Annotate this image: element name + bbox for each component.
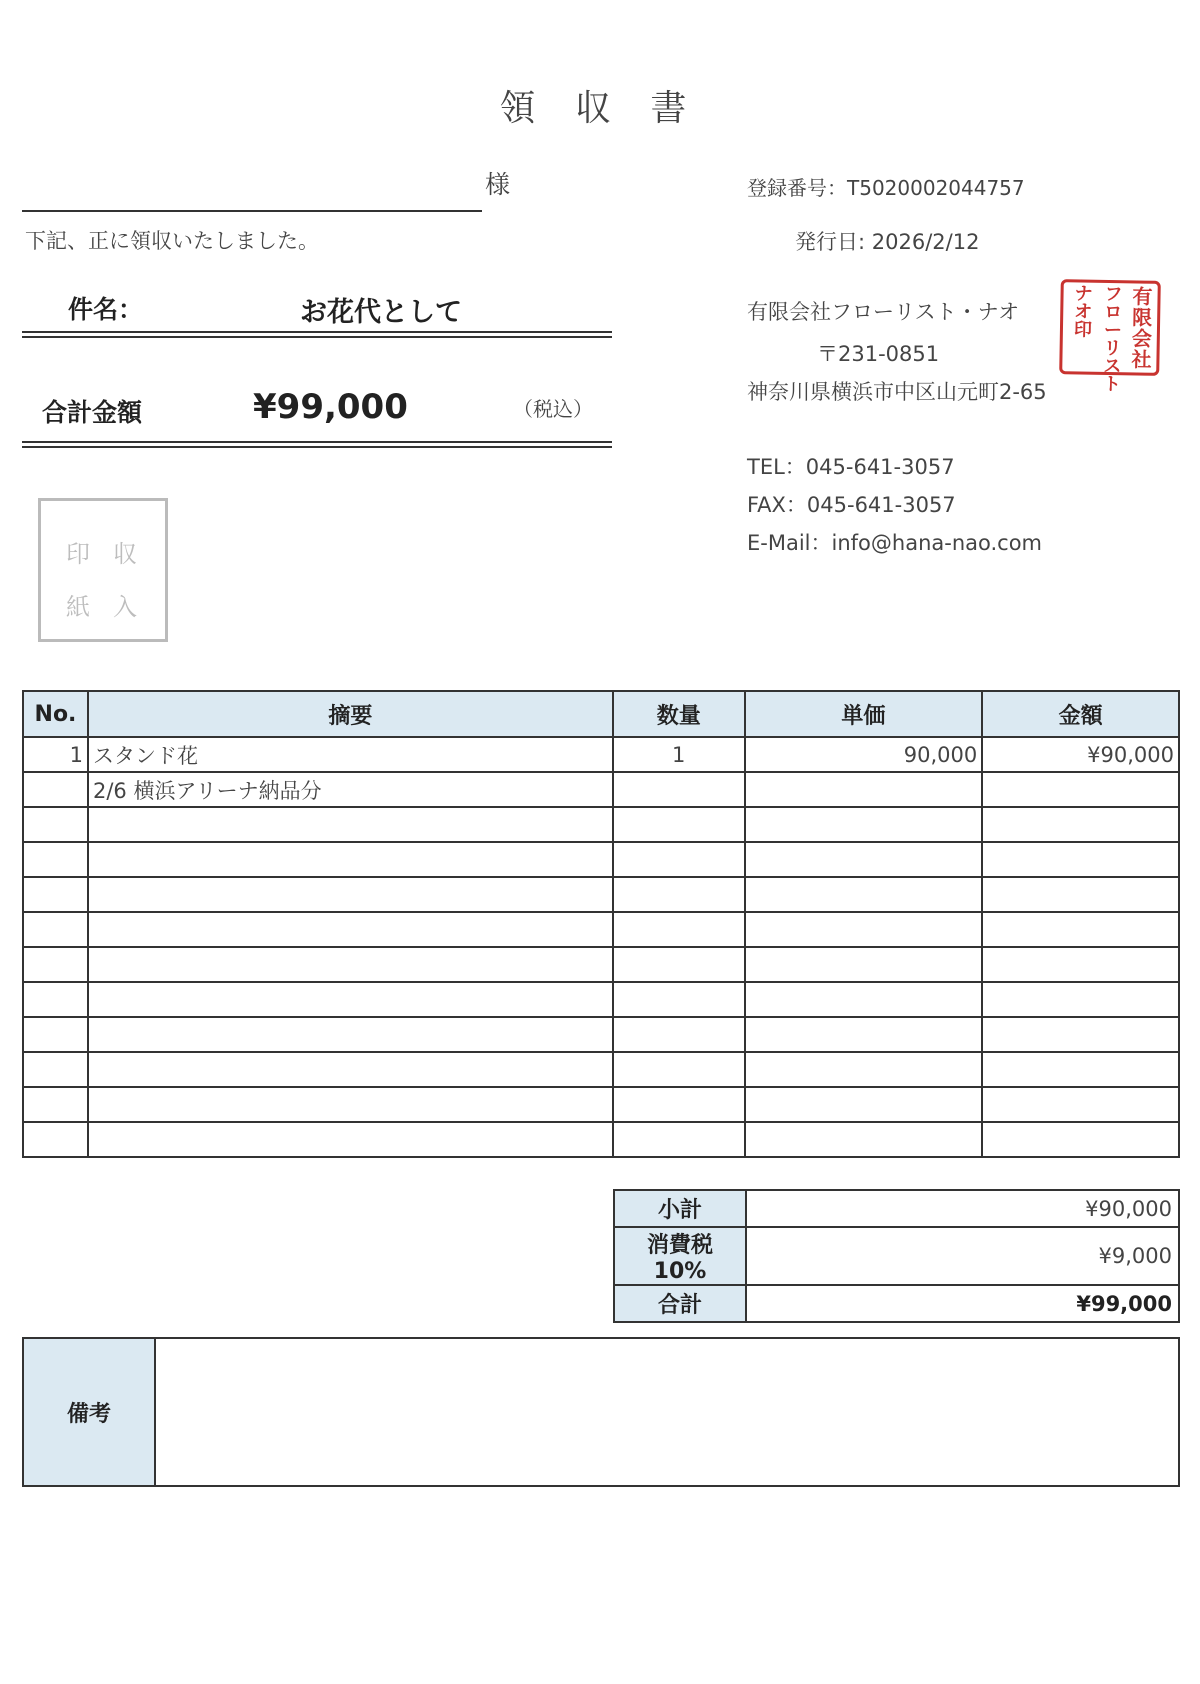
cell-quantity: 1 xyxy=(613,737,745,772)
cell-description xyxy=(88,1122,613,1157)
cell-unit-price xyxy=(745,947,983,982)
cell-quantity xyxy=(613,877,745,912)
cell-unit-price xyxy=(745,772,983,807)
cell-amount: ¥90,000 xyxy=(982,737,1179,772)
subtotal-value: ¥90,000 xyxy=(746,1190,1179,1227)
cell-amount xyxy=(982,1052,1179,1087)
cell-unit-price xyxy=(745,842,983,877)
company-email: E-Mail：info@hana-nao.com xyxy=(747,531,1043,555)
cell-no xyxy=(23,912,88,947)
cell-no xyxy=(23,842,88,877)
cell-amount xyxy=(982,842,1179,877)
recipient-name-line xyxy=(22,210,482,212)
table-row xyxy=(23,772,1179,807)
company-name: 有限会社フローリスト・ナオ xyxy=(747,300,1020,324)
stamp-char: 入 xyxy=(113,593,137,621)
cell-no xyxy=(23,1052,88,1087)
cell-description xyxy=(88,947,613,982)
company-tel: TEL：045-641-3057 xyxy=(747,455,955,479)
cell-unit-price xyxy=(745,807,983,842)
cell-no xyxy=(23,772,88,807)
table-row xyxy=(23,1087,1179,1122)
cell-no xyxy=(23,947,88,982)
cell-no xyxy=(23,1017,88,1052)
cell-amount xyxy=(982,912,1179,947)
total-label: 合計金額 xyxy=(42,398,143,427)
summary-row xyxy=(614,1285,1179,1322)
header-quantity: 数量 xyxy=(613,691,745,737)
cell-quantity xyxy=(613,1087,745,1122)
cell-quantity xyxy=(613,807,745,842)
cell-unit-price xyxy=(745,1052,983,1087)
document-title: 領 収 書 xyxy=(499,88,701,129)
cell-amount xyxy=(982,982,1179,1017)
stamp-char: 印 xyxy=(66,540,90,568)
grand-total-value: ¥99,000 xyxy=(746,1285,1179,1322)
table-row xyxy=(23,807,1179,842)
notes-label: 備考 xyxy=(24,1339,156,1485)
table-row xyxy=(23,1122,1179,1157)
received-statement: 下記、正に領収いたしました。 xyxy=(25,229,319,253)
cell-description xyxy=(88,842,613,877)
cell-unit-price xyxy=(745,982,983,1017)
cell-amount xyxy=(982,1122,1179,1157)
summary-row xyxy=(614,1190,1179,1227)
cell-quantity xyxy=(613,772,745,807)
company-fax: FAX：045-641-3057 xyxy=(747,493,956,517)
cell-quantity xyxy=(613,1017,745,1052)
revenue-stamp-box xyxy=(38,498,168,642)
cell-quantity xyxy=(613,947,745,982)
cell-description xyxy=(88,807,613,842)
cell-unit-price xyxy=(745,1122,983,1157)
cell-no xyxy=(23,982,88,1017)
table-row xyxy=(23,1017,1179,1052)
total-amount: ¥99,000 xyxy=(253,387,408,427)
cell-no xyxy=(23,807,88,842)
table-header-row xyxy=(23,691,1179,737)
cell-description xyxy=(88,982,613,1017)
cell-no: 1 xyxy=(23,737,88,772)
subject-value: お花代として xyxy=(300,297,462,328)
header-amount: 金額 xyxy=(982,691,1179,737)
cell-quantity xyxy=(613,1052,745,1087)
cell-amount xyxy=(982,772,1179,807)
cell-no xyxy=(23,1122,88,1157)
cell-description: スタンド花 xyxy=(88,737,613,772)
items-table xyxy=(22,690,1180,1158)
table-row xyxy=(23,877,1179,912)
cell-quantity xyxy=(613,912,745,947)
cell-no xyxy=(23,1087,88,1122)
company-address: 神奈川県横浜市中区山元町2-65 xyxy=(747,380,1047,404)
cell-description xyxy=(88,1017,613,1052)
cell-description: 2/6 横浜アリーナ納品分 xyxy=(88,772,613,807)
table-row xyxy=(23,1052,1179,1087)
cell-unit-price xyxy=(745,877,983,912)
table-row xyxy=(23,912,1179,947)
postal-code: 〒231-0851 xyxy=(817,342,940,366)
subtotal-label: 小計 xyxy=(614,1190,746,1227)
header-no: No. xyxy=(23,691,88,737)
issue-date: 発行日: 2026/2/12 xyxy=(795,230,980,254)
subject-underline xyxy=(22,331,612,338)
header-unit-price: 単価 xyxy=(745,691,983,737)
notes-box xyxy=(22,1337,1180,1487)
subject-label: 件名： xyxy=(68,295,144,324)
summary-table xyxy=(613,1189,1180,1323)
cell-quantity xyxy=(613,1122,745,1157)
tax-value: ¥9,000 xyxy=(746,1227,1179,1285)
cell-amount xyxy=(982,877,1179,912)
total-underline xyxy=(22,441,612,448)
company-seal xyxy=(1059,279,1161,396)
cell-amount xyxy=(982,1087,1179,1122)
seal-text: フロ ーリ スト xyxy=(1102,283,1123,396)
table-row xyxy=(23,982,1179,1017)
tax-label: 消費税10% xyxy=(614,1227,746,1285)
table-row xyxy=(23,737,1179,772)
recipient-suffix: 様 xyxy=(485,170,511,199)
stamp-char: 紙 xyxy=(66,593,90,621)
header-description: 摘要 xyxy=(88,691,613,737)
cell-unit-price xyxy=(745,1017,983,1052)
cell-unit-price xyxy=(745,912,983,947)
seal-text: 有限 会社 xyxy=(1131,284,1153,372)
table-row xyxy=(23,947,1179,982)
cell-description xyxy=(88,1052,613,1087)
cell-no xyxy=(23,877,88,912)
stamp-char: 収 xyxy=(113,540,137,568)
cell-description xyxy=(88,877,613,912)
grand-total-label: 合計 xyxy=(614,1285,746,1322)
table-row xyxy=(23,842,1179,877)
cell-description xyxy=(88,1087,613,1122)
cell-quantity xyxy=(613,982,745,1017)
seal-text: ナオ 印 xyxy=(1073,283,1093,341)
cell-description xyxy=(88,912,613,947)
cell-unit-price: 90,000 xyxy=(745,737,983,772)
cell-quantity xyxy=(613,842,745,877)
cell-amount xyxy=(982,807,1179,842)
cell-unit-price xyxy=(745,1087,983,1122)
registration-number: 登録番号：T5020002044757 xyxy=(747,176,1025,200)
summary-row xyxy=(614,1227,1179,1285)
cell-amount xyxy=(982,1017,1179,1052)
tax-included-note: （税込） xyxy=(513,397,593,421)
cell-amount xyxy=(982,947,1179,982)
